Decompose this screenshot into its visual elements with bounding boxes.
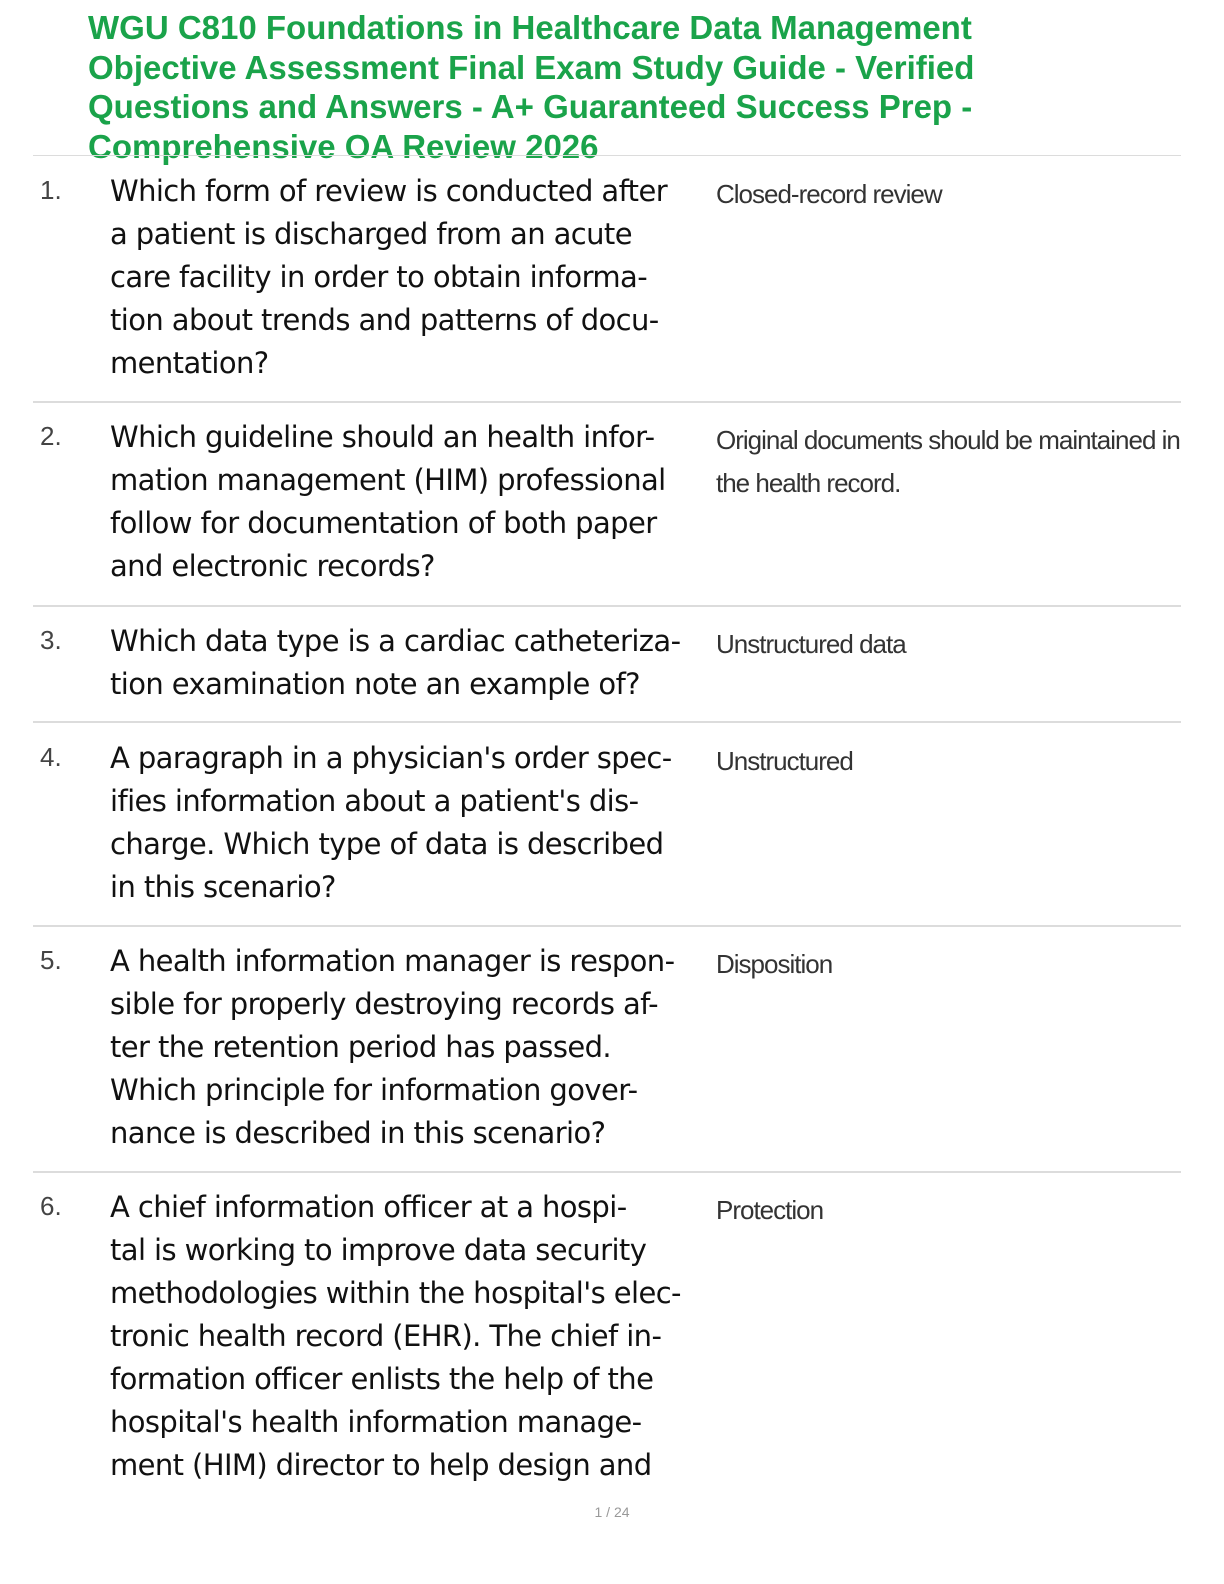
question-line: and electronic records? [110, 549, 435, 583]
answer-line: the health record. [716, 468, 901, 498]
question-line: A health information manager is respon- [110, 944, 675, 978]
answer-line: Unstructured data [716, 629, 906, 659]
question-line: tronic health record (EHR). The chief in- [110, 1319, 662, 1353]
item-divider [33, 605, 1181, 607]
title-line: Objective Assessment Final Exam Study Guide - Verified [88, 48, 975, 86]
question-number: 3. [40, 625, 62, 655]
question-line: ment (HIM) director to help design and [110, 1448, 652, 1482]
answer-text [716, 740, 1176, 783]
document-title [88, 8, 1088, 166]
question-line: Which form of review is conducted after [110, 174, 668, 208]
question-text [110, 170, 710, 385]
page-indicator: 1 / 24 [594, 1504, 630, 1520]
question-line: mation management (HIM) professional [110, 463, 666, 497]
question-text [110, 620, 710, 706]
question-line: A chief information officer at a hospi- [110, 1190, 627, 1224]
question-number: 1. [40, 175, 62, 205]
title-line: WGU C810 Foundations in Healthcare Data Management [88, 9, 972, 46]
question-line: methodologies within the hospital's elec- [110, 1276, 681, 1310]
question-text [110, 1186, 710, 1487]
answer-text [716, 173, 1176, 216]
answer-text [716, 623, 1176, 666]
answer-text [716, 1189, 1176, 1232]
answer-line: Closed-record review [716, 179, 942, 209]
question-line: tion examination note an example of? [110, 667, 640, 701]
answer-line: Original documents should be maintained in [716, 425, 1180, 455]
question-line: tion about trends and patterns of docu- [110, 303, 659, 337]
question-line: nance is described in this scenario? [110, 1116, 606, 1150]
question-line: ifies information about a patient's dis- [110, 784, 639, 818]
answer-line: Unstructured [716, 746, 853, 776]
answer-text [716, 419, 1180, 505]
question-number: 5. [40, 945, 62, 975]
question-line: Which guideline should an health infor- [110, 420, 655, 454]
item-divider [33, 1171, 1181, 1173]
question-line: tal is working to improve data security [110, 1233, 647, 1267]
question-text [110, 940, 710, 1155]
title-line: Questions and Answers - A+ Guaranteed Success Prep - [88, 88, 973, 125]
question-text [110, 416, 710, 588]
question-line: A paragraph in a physician's order spec- [110, 741, 672, 775]
question-line: care facility in order to obtain informa- [110, 260, 648, 294]
question-number: 4. [40, 742, 62, 772]
title-line: Comprehensive OA Review 2026 [88, 127, 599, 165]
question-text [110, 737, 710, 909]
title-divider [33, 155, 1181, 156]
item-divider [33, 401, 1181, 403]
question-number: 2. [40, 421, 62, 451]
question-line: sible for properly destroying records af- [110, 987, 659, 1021]
question-line: ter the retention period has passed. [110, 1030, 611, 1064]
question-line: Which data type is a cardiac catheteriza- [110, 624, 681, 658]
question-line: in this scenario? [110, 870, 336, 904]
question-line: mentation? [110, 346, 269, 380]
item-divider [33, 721, 1181, 723]
question-line: formation officer enlists the help of the [110, 1362, 654, 1396]
answer-line: Disposition [716, 949, 833, 979]
question-line: Which principle for information gover- [110, 1073, 638, 1107]
answer-text [716, 943, 1176, 986]
question-line: charge. Which type of data is described [110, 827, 664, 861]
question-line: hospital's health information manage- [110, 1405, 642, 1439]
question-line: follow for documentation of both paper [110, 506, 657, 540]
answer-line: Protection [716, 1195, 824, 1225]
question-line: a patient is discharged from an acute [110, 217, 632, 251]
item-divider [33, 925, 1181, 927]
question-number: 6. [40, 1191, 62, 1221]
